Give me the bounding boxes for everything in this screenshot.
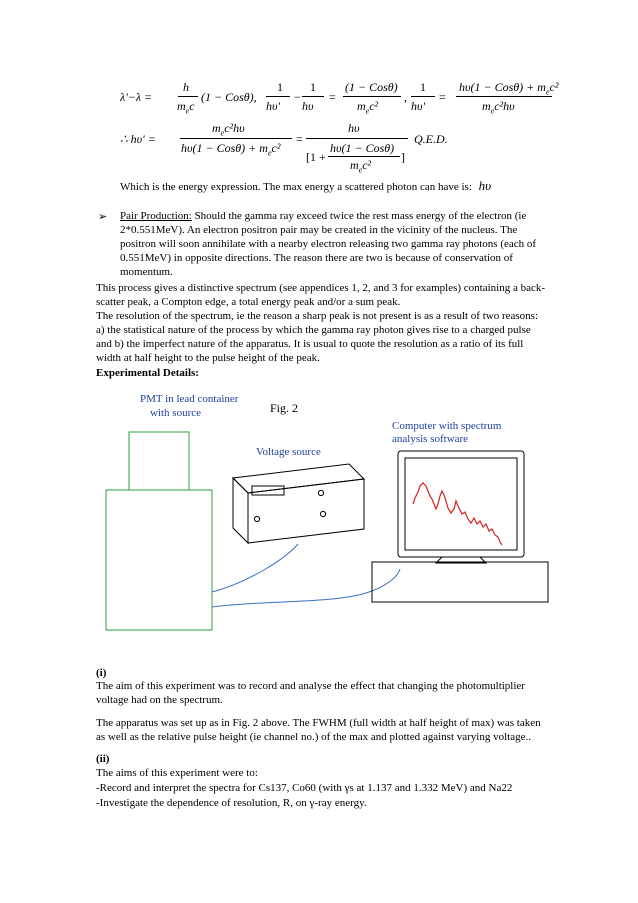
part-ii-heading: (ii): [96, 753, 110, 765]
eq1-num6: $h\upsilon(1 - Cos\theta) + m_ec^2$: [459, 80, 559, 97]
cable-pmt-voltage: [212, 544, 298, 592]
voltage-source-side: [233, 478, 248, 543]
eq1-comma: ,: [404, 90, 407, 104]
eq1-eq2: =: [439, 90, 446, 104]
spectrum-paragraph: This process gives a distinctive spectrum (see appendices 1, 2, and 3 for examples) containing a back-scatter peak, a Compton edge, a total energy peak and/or a sum peak.: [96, 282, 546, 308]
pair-production-body: Should the gamma ray exceed twice the rest mass energy of the electron (ie 2*0.551MeV). An electron positron pair may be created in the vicinity of the nucleus. The positron will soon annihilate with a nearby electron releasing two gamma ray photons (each of 0.551MeV) in opposite directions. The reason there are two is because of conservation of momentum.: [120, 210, 537, 278]
pmt-lead-container: [129, 432, 189, 490]
eq2-qed: Q.E.D.: [414, 132, 448, 146]
part-i-setup: The apparatus was set up as in Fig. 2 above. The FWHM (full width at half height of max) was taken as well as the relative pulse height (ie channel no.) of the max and plotted against varying voltage..: [96, 717, 541, 743]
energy-expression-text: Which is the energy expression. The max energy a scattered photon can have is:: [120, 181, 472, 193]
eq1-eq: =: [329, 90, 336, 104]
eq2-num2: hυ: [348, 121, 360, 135]
voltage-knob-3: [320, 511, 325, 516]
computer-base: [372, 562, 548, 602]
monitor-screen: [405, 458, 517, 550]
eq1-lhs: λ'−λ =: [120, 90, 153, 104]
monitor-bezel: [398, 451, 524, 557]
part-ii-item-2: -Investigate the dependence of resolution, R, on γ-ray energy.: [96, 797, 367, 809]
voltage-source-top: [233, 464, 364, 493]
eq2-num1: $m_ec^2h\upsilon$: [212, 121, 245, 138]
eq2-den2-close: ]: [401, 150, 405, 164]
eq2-den2-den: $m_ec^2$: [350, 158, 372, 175]
eq1-num5: 1: [420, 80, 426, 94]
figure-label: Fig. 2: [270, 401, 299, 415]
eq2-lhs: ∴ hυ' =: [120, 132, 156, 146]
voltage-source-front: [248, 479, 364, 543]
eq1-den1: $m_ec$: [177, 99, 195, 116]
pmt-body: [106, 490, 212, 630]
eq1-num4: (1 − Cosθ): [345, 80, 398, 94]
experimental-details-heading: Experimental Details:: [96, 367, 199, 379]
pmt-label-line2: with source: [150, 407, 202, 419]
eq1-den4: $m_ec^2$: [357, 99, 379, 116]
pair-production-heading: Pair Production:: [120, 210, 192, 222]
eq2-den2-open: [1 +: [306, 150, 326, 164]
voltage-knob-2: [254, 516, 259, 521]
part-i-aim: The aim of this experiment was to record and analyse the effect that changing the photomultiplier voltage had on the spectrum.: [96, 680, 525, 706]
eq2-den2-num: hυ(1 − Cosθ): [330, 141, 395, 155]
resolution-paragraph: The resolution of the spectrum, ie the reason a sharp peak is not present is as a result of two reasons: a) the statistical nature of the process by which the gamma ray photon gives rise to a charged pulse and b) the imperfect nature of the apparatus. It is usual to quote the resolution as a ratio of its full width at half height to the pulse height of the peak.: [96, 310, 539, 364]
eq1-den2: hυ': [266, 99, 281, 113]
voltage-knob-1: [318, 490, 323, 495]
voltage-source-label: Voltage source: [256, 446, 321, 458]
pair-production-bullet: ➢: [98, 211, 108, 223]
eq1-num1: h: [183, 80, 189, 94]
eq1-num3: 1: [310, 80, 316, 94]
computer-label-line1: Computer with spectrum: [392, 420, 502, 432]
part-ii-intro: The aims of this experiment were to:: [96, 767, 258, 779]
spectrum-trace: [413, 483, 502, 545]
eq1-den3: hυ: [302, 99, 314, 113]
part-ii-item-1: -Record and interpret the spectra for Cs137, Co60 (with γs at 1.137 and 1.332 MeV) and Na22: [96, 782, 513, 794]
energy-symbol: hυ: [478, 178, 492, 193]
eq1-factor1: (1 − Cosθ),: [201, 90, 257, 104]
eq1-den5: hυ': [411, 99, 426, 113]
eq1-den6: $m_ec^2h\upsilon$: [482, 99, 515, 116]
computer-label-line2: analysis software: [392, 433, 469, 445]
eq2-eq: =: [296, 132, 303, 146]
part-i-heading: (i): [96, 667, 107, 679]
pmt-label-line1: PMT in lead container: [140, 393, 239, 405]
eq2-den1: $h\upsilon(1 - Cos\theta) + m_ec^2$: [181, 141, 281, 158]
eq1-minus: −: [294, 90, 301, 104]
eq1-num2: 1: [277, 80, 283, 94]
